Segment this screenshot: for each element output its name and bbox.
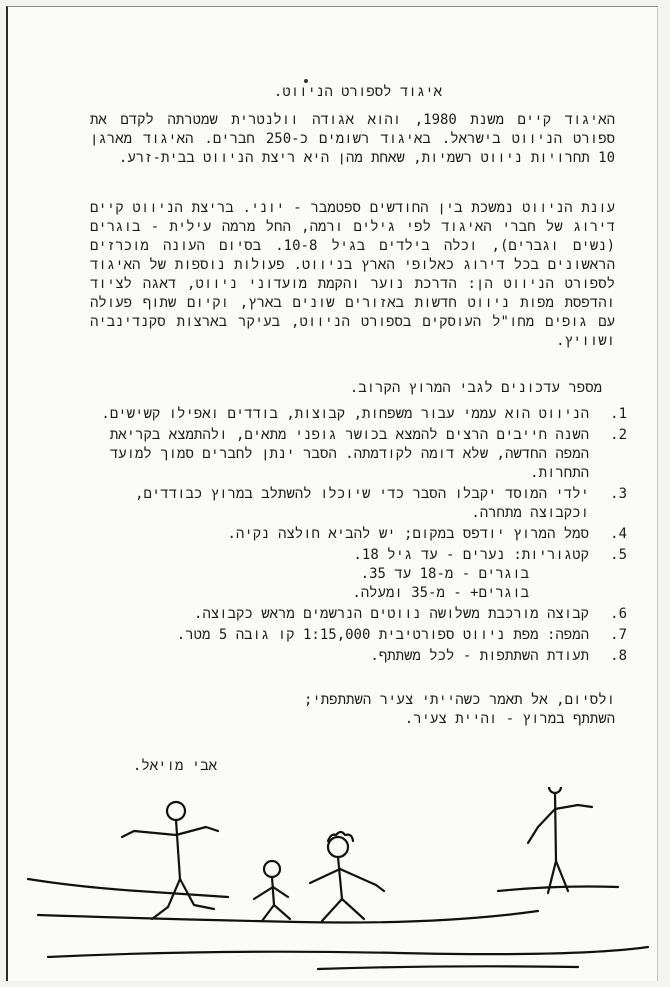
updates-list xyxy=(68,405,627,668)
curly-hair-figure xyxy=(310,832,384,921)
list-item: 8. תעודת השתתפות - לכל משתתף. xyxy=(370,648,627,664)
paragraph-intro: האיגוד קיים משנת 1980, והוא אגודה וולנטרית שמטרתה לקדם את ספורט הניווט בישראל. באיגוד רשומים כ-250 חברים. האיגוד מארגן 10 תחרויות ניווט רשמיות, שאחת מהן היא ריצת הניווט בבית-זרע. xyxy=(90,112,616,166)
signature: אבי מויאל. xyxy=(132,758,217,774)
list-item: 4. סמל המרוץ יודפס במקום; יש להביא חולצה נקיה. xyxy=(227,526,627,542)
closing xyxy=(304,691,615,729)
ground-line xyxy=(28,879,228,897)
document-page xyxy=(6,6,658,981)
category-sub-line: בוגרים+ - מ-35 ומעלה. xyxy=(352,585,529,601)
list-item: 6. קבוצה מורכבת משלושה נווטים הנרשמים מראש כקבוצה. xyxy=(193,606,627,622)
updates-heading: מספר עדכונים לגבי המרוץ הקרוב. xyxy=(349,380,602,396)
stick-figures-drawing xyxy=(18,787,650,977)
standing-figure xyxy=(528,787,592,893)
paragraph-season: עונת הניווט נמשכת בין החודשים ספטמבר - יוני. בריצת הניווט קיים דירוג של חברי האיגוד לפי גילים ורמה, החל מרמה עילית - בוגרים (נשים וגברים), וכלה בילדים בגיל 10-8. בסיום העונה מוכרזים הראשונים בכל דירוג כאלופי הארץ בניווט. פעולות נוספות של האיגוד לספורט הניווט הן: הדרכת נוער והקמת מועדוני ניווט, דאגה לציוד והדפסת מפות ניווט חדשות באזורים שונים בארץ, וקיום שתוף פעולה עם גופים מחו"ל העוסקים בספורט הניווט, בעיקר בארצות סקנדינביה ושוויץ. xyxy=(90,200,615,349)
adult-figure xyxy=(122,802,218,919)
category-sub-line: בוגרים - מ-18 עד 35. xyxy=(360,566,529,582)
ground-line xyxy=(498,887,618,892)
ground-line xyxy=(48,947,648,957)
list-item: 1. הניווט הוא עממי עבור משפחות, קבוצות, בודדים ואפילו קשישים. xyxy=(101,406,627,422)
closing-line: השתתף במרוץ - והיית צעיר. xyxy=(404,711,615,727)
list-item: 5. קטגוריות: נערים - עד גיל 18. בוגרים - מ-18 עד 35. בוגרים+ - מ-35 ומעלה. xyxy=(68,546,627,603)
list-item: 7. המפה: מפת ניווט ספורטיבית 1:15,000 קו גובה 5 מטר. xyxy=(176,627,627,643)
ground-line xyxy=(318,966,578,969)
closing-line: ולסיום, אל תאמר כשהייתי צעיר השתתפתי; xyxy=(303,692,615,708)
list-item: 2. השנה חייבים הרצים להמצא בכושר גופני מתאים, ולהתמצא בקריאת המפה החדשה, שלא דומה לקודמתה. הסבר ינתן לחברים סמוך למועד התחרות. xyxy=(109,427,627,481)
document-title: איגוד לספורט הניווט. xyxy=(273,84,442,100)
category-line: קטגוריות: נערים - עד גיל 18. xyxy=(353,547,589,563)
list-item: 3. ילדי המוסד יקבלו הסבר כדי שיוכלו להשתלב במרוץ כבודדים, וכקבוצה מתחרה. xyxy=(135,486,627,521)
child-figure xyxy=(254,861,290,921)
